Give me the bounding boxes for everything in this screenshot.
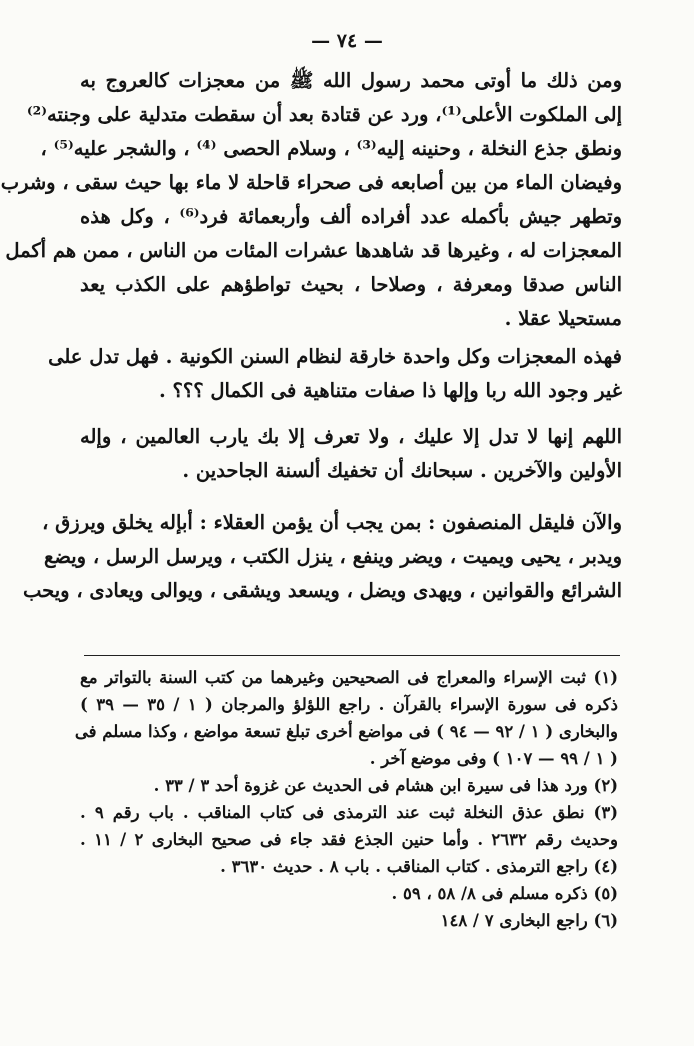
text-line: ومن ذلك ما أوتى محمد رسول الله ﷺ من معجزات كالعروج به	[80, 69, 622, 92]
footnote-line: (٦) راجع البخارى ٧ / ١٤٨	[440, 911, 618, 930]
footnote-2	[80, 772, 618, 799]
footnote-4	[80, 853, 618, 880]
footnote-line: (٥) ذكره مسلم فى ٨/ ٥٨ ، ٥٩ .	[391, 884, 618, 903]
paragraph-prayer	[80, 420, 622, 488]
footnote-line: (١) ثبت الإسراء والمعراج فى الصحيحين وغيرهما من كتب السنة بالتواتر مع	[80, 668, 618, 687]
footnote-6	[80, 907, 618, 934]
text-line: والآن فليقل المنصفون : بمن يجب أن يؤمن العقلاء : أبإله يخلق ويرزق ،	[42, 511, 622, 534]
text-line: وفيضان الماء من بين أصابعه فى صحراء قاحلة لا ماء بها حيث سقى ، وشرب	[0, 171, 622, 194]
footnote-line: والبخارى ( ١ / ٩٢ — ٩٤ ) فى مواضع أخرى تبلغ تسعة مواضع ، وكذا مسلم فى	[74, 722, 618, 741]
footnote-line: وحديث رقم ٢٦٣٢ . وأما حنين الجذع فقد جاء فى صحيح البخارى ٢ / ١١ .	[80, 830, 618, 849]
text-line: فهذه المعجزات وكل واحدة خارقة لنظام السنن الكونية . فهل تدل على	[48, 345, 622, 368]
text-line: المعجزات له ، وغيرها قد شاهدها عشرات المئات من الناس ، ممن هم أكمل	[5, 239, 622, 262]
footnote-line: ذكره فى سورة الإسراء بالقرآن . راجع اللؤلؤ والمرجان ( ١ / ٣٥ — ٣٩ )	[80, 695, 618, 714]
footnote-line: (٣) نطق عذق النخلة ثبت عند الترمذى فى كتاب المناقب . باب رقم ٩ .	[80, 803, 618, 822]
text-line: غير وجود الله ربا وإلها ذا صفات متناهية فى الكمال ؟؟؟ .	[158, 379, 622, 402]
footnote-5	[80, 880, 618, 907]
footnote-1	[74, 664, 618, 772]
text-line: الأولين والآخرين . سبحانك أن تخفيك ألسنة الجاحدين .	[182, 459, 622, 482]
text-line: مستحيلا عقلا .	[504, 307, 622, 330]
text-line: ونطق جذع النخلة ، وحنينه إليه⁽³⁾ ، وسلام الحصى ⁽⁴⁾ ، والشجر عليه⁽⁵⁾ ،	[40, 137, 622, 160]
text-line: وتطهر جيش بأكمله عدد أفراده ألف وأربعمائة فرد⁽⁶⁾ ، وكل هذه	[80, 205, 623, 228]
paragraph-question	[48, 340, 622, 408]
footnote-line: (٢) ورد هذا فى سيرة ابن هشام فى الحديث عن غزوة أحد ٣ / ٣٣ .	[153, 776, 618, 795]
paragraph-miracles	[0, 64, 623, 336]
text-line: ويدبر ، يحيى ويميت ، ويضر وينفع ، ينزل الكتب ، ويرسل الرسل ، ويضع	[43, 545, 622, 568]
text-line: الشرائع والقوانين ، ويهدى ويضل ، ويسعد ويشقى ، ويوالى ويعادى ، ويحب	[22, 579, 622, 602]
main-text	[0, 64, 623, 608]
footnote-3	[80, 799, 618, 853]
text-line: إلى الملكوت الأعلى⁽¹⁾، ورد عن قتادة بعد أن سقطت متدلية على وجنته⁽²⁾	[26, 103, 622, 126]
footnote-divider	[84, 655, 620, 656]
text-line: اللهم إنها لا تدل إلا عليك ، ولا تعرف إلا بك يارب العالمين ، وإله	[80, 425, 622, 448]
footnote-line: ( ١ / ٩٩ — ١٠٧ ) وفى موضع آخر .	[369, 749, 618, 768]
footnotes	[74, 664, 618, 934]
page-number: — ٧٤ —	[311, 30, 383, 52]
footnote-line: (٤) راجع الترمذى . كتاب المناقب . باب ٨ . حديث ٣٦٣٠ .	[220, 857, 618, 876]
text-line: الناس صدقا ومعرفة ، وصلاحا ، بحيث تواطؤهم على الكذب يعد	[80, 273, 622, 296]
paragraph-conclusion	[22, 506, 622, 608]
